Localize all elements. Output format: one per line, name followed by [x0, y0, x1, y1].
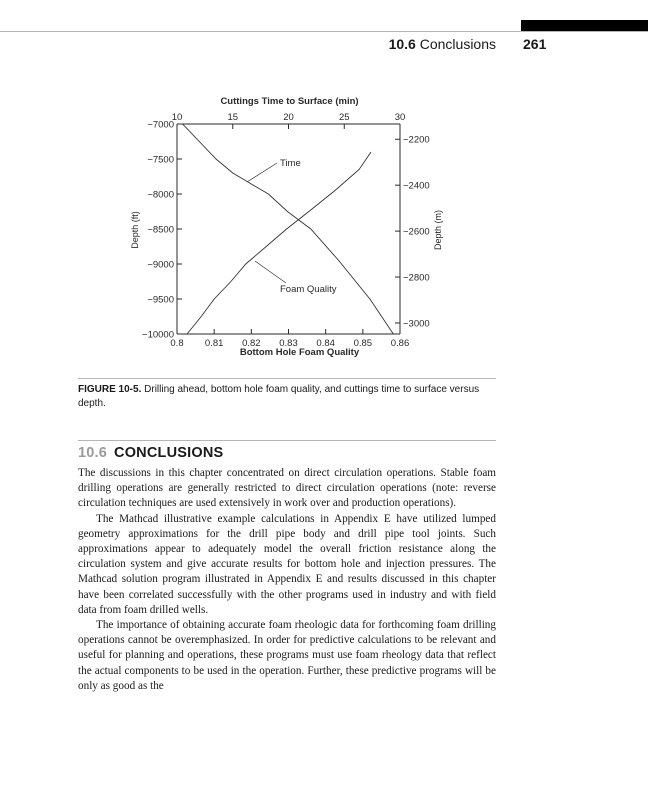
time-annotation: Time: [280, 158, 301, 169]
depth-chart: [0, 0, 648, 370]
section-heading-title: CONCLUSIONS: [114, 445, 224, 461]
y-tick-label: −7000: [147, 119, 174, 131]
foam-quality-leader-line: [255, 261, 286, 283]
y2-tick-label: −2600: [403, 226, 430, 238]
chart-title: Cuttings Time to Surface (min): [220, 96, 359, 107]
x-axis-label: Bottom Hole Foam Quality: [239, 347, 360, 358]
paragraph-3: The importance of obtaining accurate foam rheologic data for forthcoming foam drilling operations cannot be overemphasized. In order for predictive calculations to be relevant and useful for planning and operations, these programs must use foam rheology data that reflect the actual components to be used in the operation. Further, these predictive programs will be only as good as the: [78, 619, 496, 692]
paragraph-1: The discussions in this chapter concentrated on direct circulation operations. Stable foam drilling operations are generally restricted to direct circulation operations (note: reverse circulation techniques are used extensively in work over and production operations).: [78, 467, 496, 510]
x-tick-label: 0.82: [242, 338, 261, 349]
x2-tick-label: 15: [227, 112, 239, 123]
figure-10-5: [0, 0, 648, 370]
x-tick-label: 0.83: [279, 338, 298, 349]
x2-tick-label: 20: [283, 112, 294, 123]
body-text: [78, 466, 496, 694]
series-line-foam-quality: [187, 152, 371, 334]
y2-tick-label: −2800: [403, 272, 430, 284]
x-tick-label: 0.8: [170, 338, 184, 349]
y2-tick-label: −3000: [403, 318, 430, 330]
x-tick-label: 0.81: [204, 338, 224, 349]
y-tick-label: −8500: [147, 224, 174, 236]
y-axis-label: Depth (ft): [130, 211, 140, 249]
section-heading-number: 10.6: [78, 445, 108, 461]
y-tick-label: −10000: [142, 329, 174, 341]
x-tick-label: 0.86: [390, 338, 410, 349]
y-tick-label: −7500: [147, 154, 174, 166]
x-tick-label: 0.85: [353, 338, 373, 349]
y2-axis-label: Depth (m): [433, 209, 443, 251]
y-tick-label: −9000: [147, 259, 174, 271]
y-tick-label: −9500: [147, 294, 174, 306]
caption-text: Drilling ahead, bottom hole foam quality, and cuttings time to surface versus depth.: [78, 384, 480, 409]
foam-quality-annotation: Foam Quality: [280, 284, 337, 295]
caption-rule: [78, 378, 496, 379]
series-line-time: [183, 124, 394, 334]
page-number: 261: [523, 36, 547, 52]
y2-tick-label: −2400: [403, 180, 430, 192]
caption-label: FIGURE 10-5.: [78, 384, 142, 395]
x2-tick-label: 25: [338, 112, 350, 123]
x2-tick-label: 30: [394, 112, 406, 123]
time-leader-line: [247, 163, 277, 182]
section-heading: [78, 445, 223, 461]
y2-tick-label: −2200: [403, 134, 430, 146]
running-head-title: Conclusions: [419, 36, 496, 52]
paragraph-2: The Mathcad illustrative example calculations in Appendix E have utilized lumped geometry approximations for the drill pipe body and drill pipe tool joints. Such approximations appear to adequately model the overall friction resistance along the circulation system and give accurate results for bottom hole and injection pressures. The Mathcad solution program illustrated in Appendix E and results discussed in this chapter have been correlated successfully with the other programs used in industry and with field data from foam drilled wells.: [78, 512, 496, 616]
y-tick-label: −8000: [147, 189, 174, 201]
figure-caption: [78, 383, 496, 411]
x2-tick-label: 10: [171, 112, 183, 123]
x-tick-label: 0.84: [316, 338, 335, 349]
running-head-number: 10.6: [388, 36, 416, 52]
section-rule: [78, 440, 496, 441]
